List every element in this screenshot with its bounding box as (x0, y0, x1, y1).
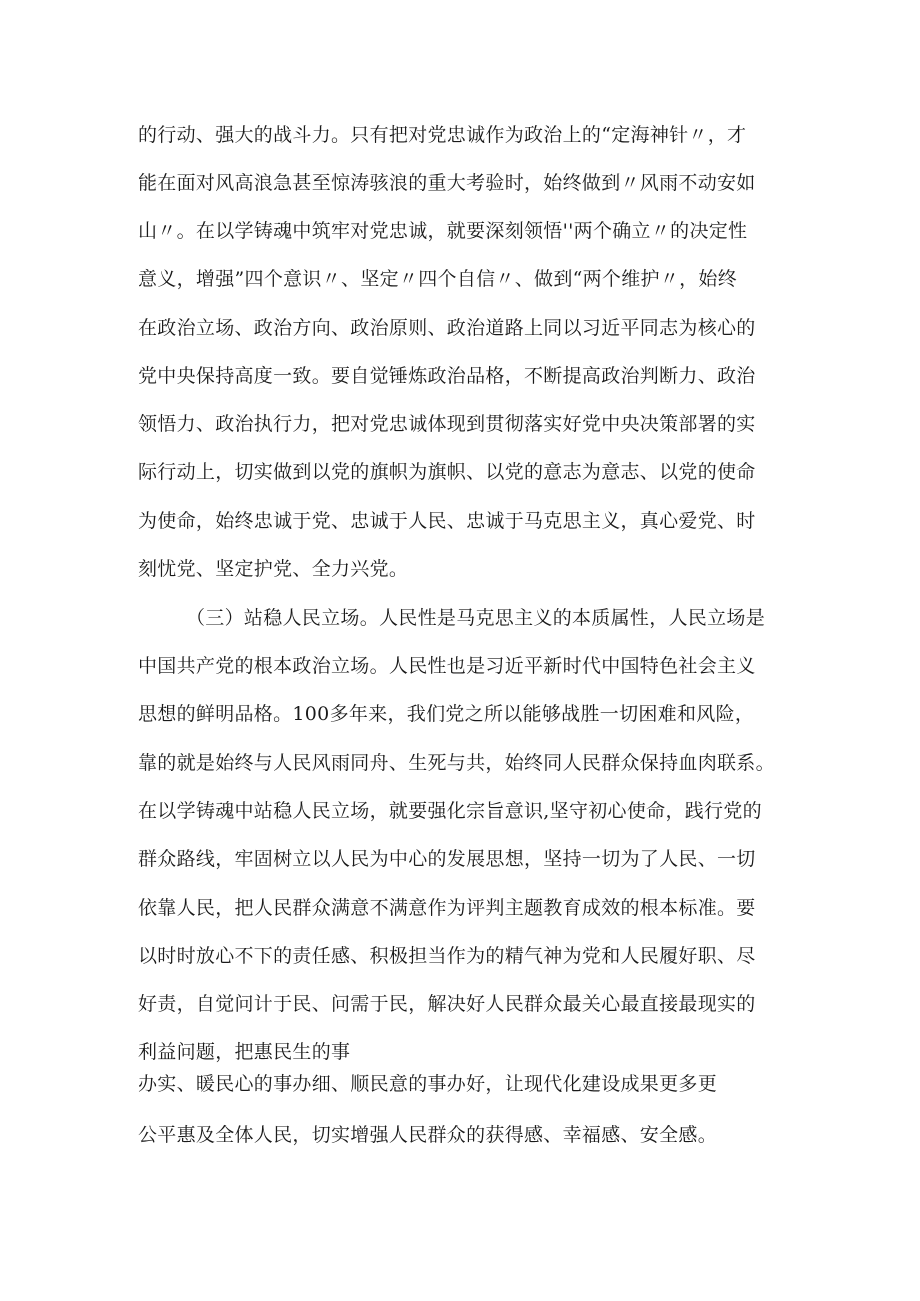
paragraph-line: 在以学铸魂中站稳人民立场，就要强化宗旨意识,坚守初心使命，践行党的 (138, 800, 762, 822)
paragraph-line: 群众路线，牢固树立以人民为中心的发展思想，坚持一切为了人民、一切 (138, 848, 756, 870)
paragraph-line: 际行动上，切实做到以党的旗帜为旗帜、以党的意志为意志、以党的使命 (138, 461, 756, 483)
paragraph-line: 中国共产党的根本政治立场。人民性也是习近平新时代中国特色社会主义 (138, 655, 756, 677)
paragraph-line: 好责，自觉问计于民、问需于民，解决好人民群众最关心最直接最现实的 (138, 993, 756, 1015)
paragraph-line: 的行动、强大的战斗力。只有把对党忠诚作为政治上的“定海神针〃，才 (138, 124, 747, 146)
paragraph-line: 以时时放心不下的责任感、积极担当作为的精气神为党和人民履好职、尽 (138, 945, 756, 967)
paragraph-line: 意义，增强”四个意识〃、坚定〃四个自信〃、做到“两个维护〃，始终 (138, 268, 738, 290)
paragraph-line: 办实、暖民心的事办细、顺民意的事办好，让现代化建设成果更多更 (138, 1073, 718, 1095)
section-heading-line: （三）站稳人民立场。人民性是马克思主义的本质属性，人民立场是 (186, 607, 766, 629)
paragraph-line: 能在面对风高浪急甚至惊涛骇浪的重大考验时，始终做到〃风雨不动安如 (138, 172, 756, 194)
paragraph-line: 靠的就是始终与人民风雨同舟、生死与共，始终同人民群众保持血肉联系。 (138, 752, 775, 774)
paragraph-line: 为使命，始终忠诚于党、忠诚于人民、忠诚于马克思主义，真心爱党、时 (138, 510, 756, 532)
paragraph-line: 党中央保持高度一致。要自觉锤炼政治品格，不断提高政治判断力、政治 (138, 365, 756, 387)
paragraph-line: 利益问题，把惠民生的事 (138, 1041, 351, 1063)
paragraph-line: 山〃。在以学铸魂中筑牢对党忠诚，就要深刻领悟''两个确立〃的决定性 (138, 220, 748, 242)
paragraph-line: 公平惠及全体人民，切实增强人民群众的获得感、幸福感、安全感。 (138, 1124, 718, 1146)
paragraph-line: 依靠人民，把人民群众满意不满意作为评判主题教育成效的根本标准。要 (138, 897, 756, 919)
paragraph-line: 领悟力、政治执行力，把对党忠诚体现到贯彻落实好党中央决策部署的实 (138, 413, 756, 435)
paragraph-line: 思想的鲜明品格。100多年来，我们党之所以能够战胜一切困难和风险， (138, 703, 755, 725)
paragraph-line: 在政治立场、政治方向、政治原则、政治道路上同以习近平同志为核心的 (138, 317, 756, 339)
paragraph-line: 刻忧党、坚定护党、全力兴党。 (138, 558, 409, 580)
